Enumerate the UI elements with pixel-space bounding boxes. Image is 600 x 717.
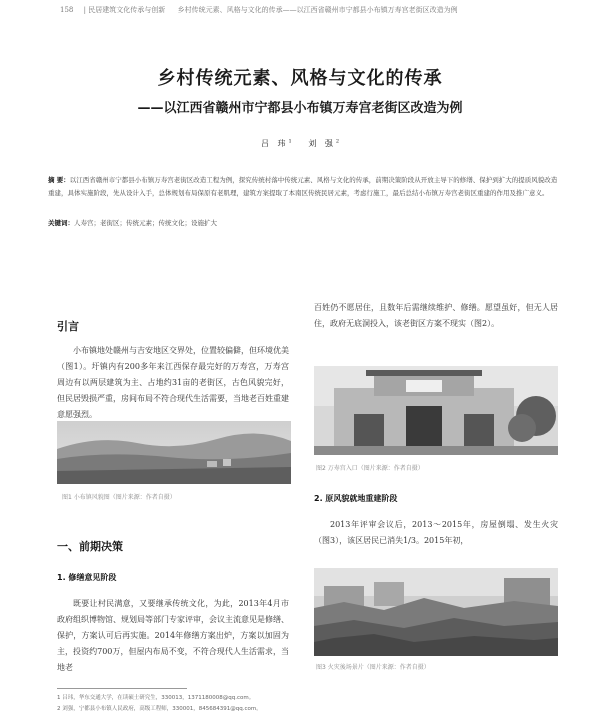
intro-paragraph: 小布镇地处赣州与吉安地区交界处，位置较偏僻，但环境优美（图1）。圩镇内有200多年来江西保存最完好的万寿宫，万寿宫周边有以两层建筑为主、占地约31亩的老街区，古色风貌完好，但民居毁损严重，房间布局不符合现代生活需要，当地老百姓重建意愿强烈。 xyxy=(57,346,289,419)
article-title: 乡村传统元素、风格与文化的传承 xyxy=(157,68,443,89)
keywords xyxy=(48,218,558,227)
running-title: 乡村传统元素、风格与文化的传承——以江西省赣州市宁都县小布镇万寿宫老街区改造为例 xyxy=(177,6,458,14)
figure-2-caption: 图2 万寿宫入口（图片来源：作者自摄） xyxy=(316,465,424,472)
author-line xyxy=(0,138,600,149)
journal-name: 民居建筑文化传承与创新 xyxy=(88,6,166,14)
abstract-label: 摘 要： xyxy=(48,176,70,184)
continued-paragraph: 百姓仍不愿居住，且数年后需继续维护、修缮。愿望虽好，但无人居住，政府无底洞投入，该老街区方案不现实（图2）。 xyxy=(314,303,558,328)
section-1-heading: 一、前期决策 xyxy=(57,540,123,553)
abstract xyxy=(48,174,558,200)
author-mark: 2 xyxy=(335,138,340,145)
figure-3-image xyxy=(314,568,558,656)
page-number: 158 xyxy=(60,6,74,14)
author-name: 吕 玮 xyxy=(260,139,289,148)
author-mark: 1 xyxy=(288,138,292,145)
figure-1-caption: 图1 小布镇风貌图（图片来源：作者自摄） xyxy=(62,494,176,501)
subsection-2-heading: 2. 原风貌就地重建阶段 xyxy=(314,494,398,503)
running-header: 158 | 民居建筑文化传承与创新 乡村传统元素、风格与文化的传承——以江西省赣州市宁都县小布镇万寿宫老街区改造为例 xyxy=(60,6,458,14)
subsection-1-heading: 1. 修缮意见阶段 xyxy=(57,573,117,582)
figure-2-image xyxy=(314,366,558,455)
author-name: 刘 强 xyxy=(308,139,336,148)
footnote-2: 2 刘强，宁都县小布镇人民政府，高级工程师，330001，845684391@qq.com。 xyxy=(57,706,262,712)
subsection-2-paragraph: 2013年评审会议后，2013～2015年，房屋倒塌、发生火灾（图3），该区居民已消失1/3。2015年初， xyxy=(314,520,558,545)
intro-heading: 引言 xyxy=(57,320,79,333)
keywords-label: 关键词： xyxy=(48,219,74,227)
footnote-rule xyxy=(57,688,187,689)
subsection-1-paragraph: 既要让村民满意，又要继承传统文化，为此，2013年4月市政府组织博物馆、规划局等部门专家评审，会议主流意见是修缮、保护，方案认可后再实施。2014年修缮方案出炉，方案以加固为主，投资约700万，但屋内布局不变，不符合现代人生活需求，当地老 xyxy=(57,599,289,672)
figure-3-caption: 图3 火灾後场景片（图片来源：作者自摄） xyxy=(316,664,430,671)
keywords-text: 人寿宫；老街区；传统元素；传统文化；设施扩大 xyxy=(74,219,217,227)
abstract-text: 以江西省赣州市宁都县小布镇万寿宫老街区改造工程为例，探究传统村落中传统元素、风格与文化的传承，前期决策阶段从开放主导下的修缮、保护到扩大的提质风貌改造重建，具体实施阶段，先从设计入手，总体规划布局保原有老肌理，建筑方案提取了本南区传统民居元素，考虑行施工，最后总结小布镇万寿宫老街区重建的作用及推广意义。 xyxy=(48,176,558,197)
figure-1-image xyxy=(57,421,291,484)
article-subtitle: ——以江西省赣州市宁都县小布镇万寿宫老街区改造为例 xyxy=(137,101,463,116)
footnote-1: 1 吕玮，华东交通大学，在读硕士研究生，330013，1371180008@qq.com。 xyxy=(57,695,255,701)
